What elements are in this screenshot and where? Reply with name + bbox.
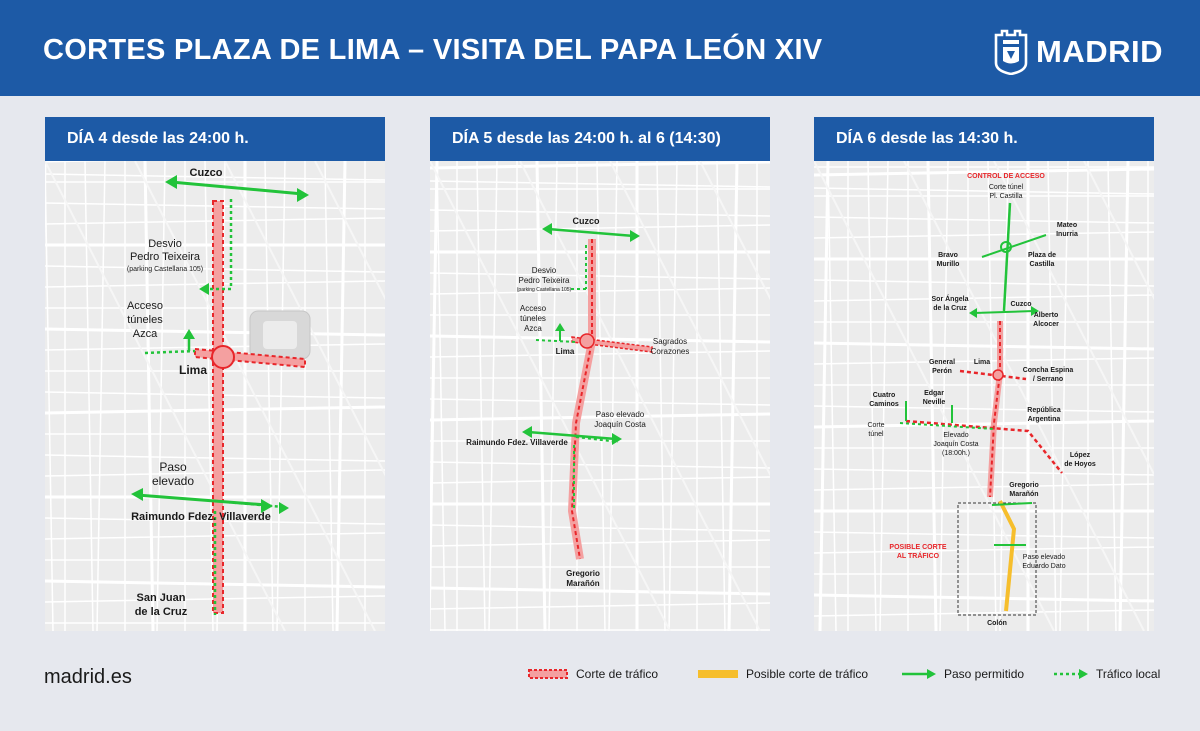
road-closure-castellana: [213, 201, 223, 613]
arrow-head: [297, 188, 309, 202]
street-line: [814, 232, 1154, 238]
street-line: [814, 406, 1154, 412]
label-cuzco: Cuzco: [189, 167, 223, 179]
label-murillo: Murillo: [936, 261, 960, 268]
label-corte: Corte: [867, 422, 885, 429]
arrow-cuzco: [548, 229, 634, 236]
arrow-head: [612, 433, 622, 445]
plaza-lima-circle: [212, 346, 234, 368]
label-bravo: Bravo: [938, 252, 958, 259]
panel-dia-5: [430, 117, 770, 631]
street-line: [430, 225, 770, 231]
arrow-head: [165, 175, 177, 189]
label-gregorio: Gregorio: [1009, 482, 1039, 489]
street-grid: [430, 161, 770, 631]
arrow-head: [131, 488, 143, 501]
panel-title: DÍA 5 desde las 24:00 h. al 6 (14:30): [430, 117, 770, 161]
arrow-head: [522, 426, 532, 438]
street-line: [520, 161, 760, 631]
street-line: [1120, 161, 1128, 631]
street-line: [814, 217, 1154, 223]
label-alcocer: Alcocer: [1033, 321, 1059, 328]
plaza-lima-circle: [993, 370, 1003, 380]
label-republica: República: [1027, 407, 1061, 414]
arrow-head: [542, 223, 552, 235]
label-lima: Lima: [973, 359, 991, 366]
label-joaquin-costa: Joaquín Costa: [933, 441, 979, 448]
legend-paso: [902, 664, 1024, 684]
label-plaza-de: Plaza de: [1027, 252, 1057, 259]
label-general: General: [928, 359, 956, 366]
label-pedro-teixeira: Pedro Teixeira: [129, 251, 201, 263]
label-sor-angela: Sor Ángela: [931, 296, 969, 303]
label-desvio: Desvio: [148, 238, 182, 250]
label-maranon: Marañón: [566, 579, 600, 588]
label-argentina: Argentina: [1027, 416, 1061, 423]
label-tuneles: túneles: [520, 314, 546, 323]
label-posible-corte: POSIBLE CORTE: [889, 544, 947, 551]
legend-local: [1054, 664, 1160, 684]
label-alberto: Alberto: [1033, 312, 1059, 319]
label-paso-elevado: Paso elevado: [595, 410, 645, 419]
label-serrano: / Serrano: [1032, 376, 1064, 383]
label-joaquin-costa: Joaquín Costa: [594, 420, 646, 429]
legend-corte: [528, 664, 658, 684]
label-corte-tunel: Corte túnel: [988, 184, 1024, 191]
arrow-head: [969, 308, 977, 318]
label-acceso: Acceso: [519, 304, 547, 313]
label-cuatro: Cuatro: [872, 392, 896, 399]
street-line: [814, 280, 1154, 286]
label-pl-castilla: Pl. Castilla: [989, 193, 1023, 200]
plaza-lima-circle: [580, 334, 594, 348]
panel-title: DÍA 4 desde las 24:00 h.: [45, 117, 385, 161]
footer-site-link[interactable]: madrid.es: [44, 666, 132, 688]
street-line: [814, 343, 1154, 349]
label-inurria: Inurria: [1056, 231, 1078, 238]
street-line: [700, 161, 770, 631]
label-control-acceso: CONTROL DE ACCESO: [967, 173, 1045, 180]
label-raimundo: Raimundo Fdez. Villaverde: [131, 511, 271, 523]
legend-local-label: Tráfico local: [1096, 667, 1161, 681]
label-paso: Paso: [159, 460, 187, 474]
label-gregorio: Gregorio: [566, 569, 600, 578]
street-line: [609, 161, 617, 631]
label-lima: Lima: [555, 347, 575, 356]
label-corazones: Corazones: [650, 347, 690, 356]
street-line: [430, 477, 770, 483]
panel-title: DÍA 6 desde las 14:30 h.: [814, 117, 1154, 161]
legend-paso-arrow-icon: [902, 668, 936, 680]
label-cuzco: Cuzco: [1010, 301, 1032, 308]
label-caminos: Caminos: [869, 401, 899, 408]
arrow-cuzco: [974, 311, 1034, 313]
label-san-juan: San Juan: [136, 592, 186, 604]
street-line: [489, 161, 497, 631]
street-line: [430, 181, 770, 187]
street-line: [537, 161, 545, 631]
label-raimundo: Raimundo Fdez. Villaverde: [466, 438, 568, 447]
logo-text: MADRID: [1036, 34, 1163, 69]
street-line: [814, 469, 1154, 475]
label-lima: Lima: [178, 363, 208, 377]
street-line: [477, 161, 485, 631]
madrid-logo: [994, 28, 1163, 76]
map-canvas: [45, 161, 385, 631]
label-desvio: Desvio: [531, 266, 557, 275]
label-elevado: elevado: [151, 474, 195, 488]
label-elevado: Elevado: [943, 432, 969, 439]
street-line: [430, 603, 770, 609]
legend-corte-swatch: [528, 669, 568, 679]
street-line: [430, 540, 770, 546]
street-line: [430, 588, 770, 594]
map-dia-5[interactable]: [430, 161, 770, 631]
street-line: [820, 161, 828, 631]
page-title: CORTES PLAZA DE LIMA – VISITA DEL PAPA LEÓN XIV: [43, 34, 823, 66]
street-line: [430, 525, 770, 531]
label-pedro-teixeira: Pedro Teixeira: [518, 276, 570, 285]
label-acceso: Acceso: [126, 300, 164, 312]
local-traffic-azca: [145, 351, 195, 353]
label-tuneles: túneles: [127, 314, 163, 326]
label-castilla: Castilla: [1029, 261, 1055, 268]
madrid-crest-icon: [994, 29, 1028, 75]
road-closure-castellana: [572, 239, 592, 559]
arrow-head: [279, 502, 289, 514]
label-hora: (18:00h.): [941, 450, 971, 457]
label-de-la-cruz: de la Cruz: [933, 305, 967, 312]
label-colon: Colón: [987, 620, 1007, 627]
street-grid: [814, 161, 1154, 631]
street-line: [814, 532, 1154, 538]
local-traffic-azca: [536, 340, 576, 342]
street-line: [814, 595, 1154, 601]
stadium-pitch: [263, 321, 297, 349]
label-lopez: López: [1069, 452, 1091, 459]
panel-dia-6: [814, 117, 1154, 631]
street-line: [814, 188, 1154, 194]
label-cuzco: Cuzco: [572, 216, 600, 226]
map-dia-6[interactable]: [814, 161, 1154, 631]
label-concha-espina: Concha Espina: [1022, 367, 1074, 374]
map-canvas: [814, 161, 1154, 631]
label-parking: (parking Castellana 105): [126, 266, 204, 273]
street-line: [597, 161, 605, 631]
street-line: [430, 462, 770, 468]
header-bar: [0, 0, 1200, 96]
map-dia-4[interactable]: [45, 161, 385, 631]
label-mateo: Mateo: [1056, 222, 1078, 229]
label-de-la-cruz: de la Cruz: [134, 606, 188, 618]
street-line: [814, 295, 1154, 301]
street-line: [669, 161, 677, 631]
street-line: [814, 484, 1154, 490]
label-tunel: túnel: [868, 431, 884, 438]
map-canvas: [430, 161, 770, 631]
street-line: [828, 161, 836, 631]
label-paso-elevado: Paso elevado: [1022, 554, 1066, 561]
label-maranon: Marañón: [1009, 491, 1039, 498]
label-azca: Azca: [524, 324, 542, 333]
legend-posible-swatch: [698, 669, 738, 679]
street-line: [430, 162, 770, 168]
legend-posible: [698, 664, 868, 684]
label-azca: Azca: [132, 328, 158, 340]
label-al-trafico: AL TRÁFICO: [896, 553, 940, 560]
legend-corte-label: Corte de tráfico: [576, 667, 659, 681]
label-parking: (parking Castellana 105): [516, 287, 572, 293]
legend-local-arrow-icon: [1054, 668, 1088, 680]
label-peron: Perón: [932, 368, 952, 375]
label-neville: Neville: [922, 399, 946, 406]
legend-posible-label: Posible corte de tráfico: [746, 667, 869, 681]
label-sagrados: Sagrados: [652, 337, 688, 346]
label-de-hoyos: de Hoyos: [1064, 461, 1096, 468]
label-edgar: Edgar: [924, 390, 944, 397]
street-line: [430, 210, 770, 216]
panel-dia-4: [45, 117, 385, 631]
arrow-head: [555, 323, 565, 331]
label-eduardo-dato: Eduardo Dato: [1022, 563, 1066, 570]
legend-paso-label: Paso permitido: [944, 667, 1025, 681]
street-line: [1000, 161, 1008, 631]
street-line: [657, 161, 665, 631]
street-line: [814, 421, 1154, 427]
